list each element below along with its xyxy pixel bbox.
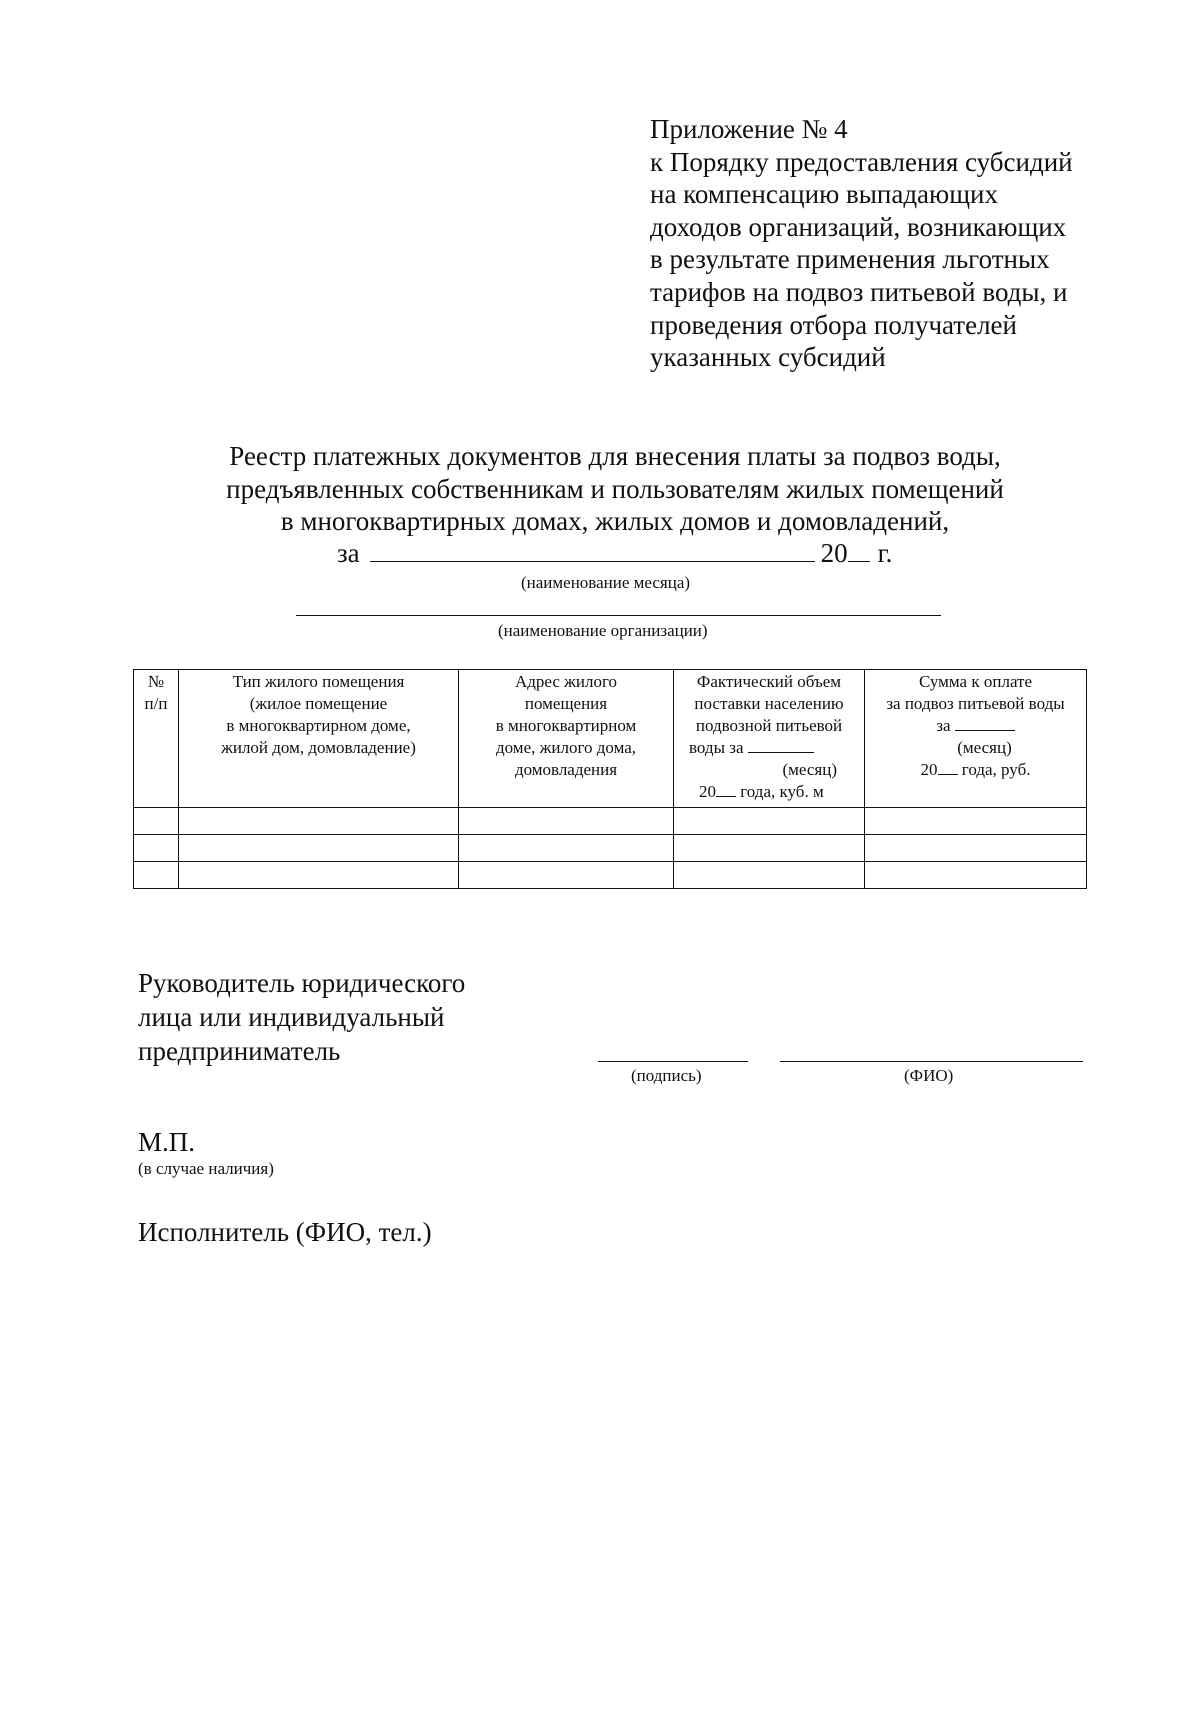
table-cell[interactable] (865, 808, 1087, 835)
title-line: предъявленных собственникам и пользователям жилых помещений (226, 473, 1004, 504)
volume-month-blank[interactable] (748, 738, 814, 753)
table-cell[interactable] (674, 862, 865, 889)
amount-year-blank[interactable] (938, 760, 958, 775)
appendix-line: проведения отбора получателей (650, 309, 1017, 340)
fio-hint: (ФИО) (904, 1066, 954, 1085)
document-title (0, 440, 1200, 538)
table-row (134, 808, 1087, 835)
table-cell[interactable] (459, 862, 674, 889)
fio-blank[interactable] (780, 1061, 1083, 1062)
header-number: № п/п (134, 670, 179, 808)
table-cell[interactable] (865, 835, 1087, 862)
title-line: в многоквартирных домах, жилых домов и домовладений, (280, 506, 950, 536)
year-prefix: 20 (820, 538, 848, 568)
title-line: Реестр платежных документов для внесения платы за подвоз воды, (229, 441, 1001, 471)
year-blank[interactable] (848, 539, 870, 562)
table-cell[interactable] (459, 835, 674, 862)
table-cell[interactable] (674, 835, 865, 862)
table-cell[interactable] (134, 808, 179, 835)
month-hint: (наименование месяца) (521, 573, 691, 592)
header-dwelling-type: Тип жилого помещения (жилое помещение в многоквартирном доме, жилой дом, домовладение) (179, 670, 459, 808)
organization-blank[interactable] (296, 615, 941, 616)
year-suffix: г. (877, 538, 893, 568)
table-row (134, 862, 1087, 889)
signature-hint: (подпись) (631, 1066, 702, 1085)
appendix-line: тарифов на подвоз питьевой воды, и (650, 276, 1068, 307)
table-row (134, 835, 1087, 862)
header-address: Адрес жилого помещения в многоквартирном доме, жилого дома, домовладения (459, 670, 674, 808)
executor-label: Исполнитель (ФИО, тел.) (138, 1217, 432, 1247)
table-cell[interactable] (459, 808, 674, 835)
month-blank[interactable] (370, 539, 815, 562)
appendix-header (650, 113, 1130, 374)
appendix-line: доходов организаций, возникающих (650, 211, 1067, 242)
appendix-line: указанных субсидий (650, 342, 886, 373)
table-cell[interactable] (134, 835, 179, 862)
registry-table (133, 669, 1087, 889)
header-volume: Фактический объем поставки населению подвозной питьевой воды за (месяц) 20 года, куб. м (674, 670, 865, 808)
table-cell[interactable] (865, 862, 1087, 889)
organization-hint: (наименование организации) (498, 621, 708, 640)
signature-blank[interactable] (598, 1061, 748, 1062)
table-cell[interactable] (179, 862, 459, 889)
amount-month-blank[interactable] (955, 716, 1015, 731)
signer-label: Руководитель юридического лица или индивидуальный предприниматель (138, 968, 466, 1066)
table-cell[interactable] (134, 862, 179, 889)
stamp-hint: (в случае наличия) (138, 1159, 274, 1178)
appendix-line: на компенсацию выпадающих (650, 179, 998, 210)
appendix-line: к Порядку предоставления субсидий (650, 146, 1073, 177)
table-header-row (134, 670, 1087, 808)
period-prefix: за (337, 538, 360, 568)
appendix-line: Приложение № 4 (650, 114, 848, 144)
table-cell[interactable] (674, 808, 865, 835)
stamp-label: М.П. (138, 1127, 196, 1157)
header-amount: Сумма к оплате за подвоз питьевой воды за (месяц) 20 года, руб. (865, 670, 1087, 808)
period-line (337, 537, 892, 569)
appendix-line: в результате применения льготных (650, 244, 1050, 275)
table-cell[interactable] (179, 808, 459, 835)
volume-year-blank[interactable] (716, 782, 736, 797)
table-cell[interactable] (179, 835, 459, 862)
